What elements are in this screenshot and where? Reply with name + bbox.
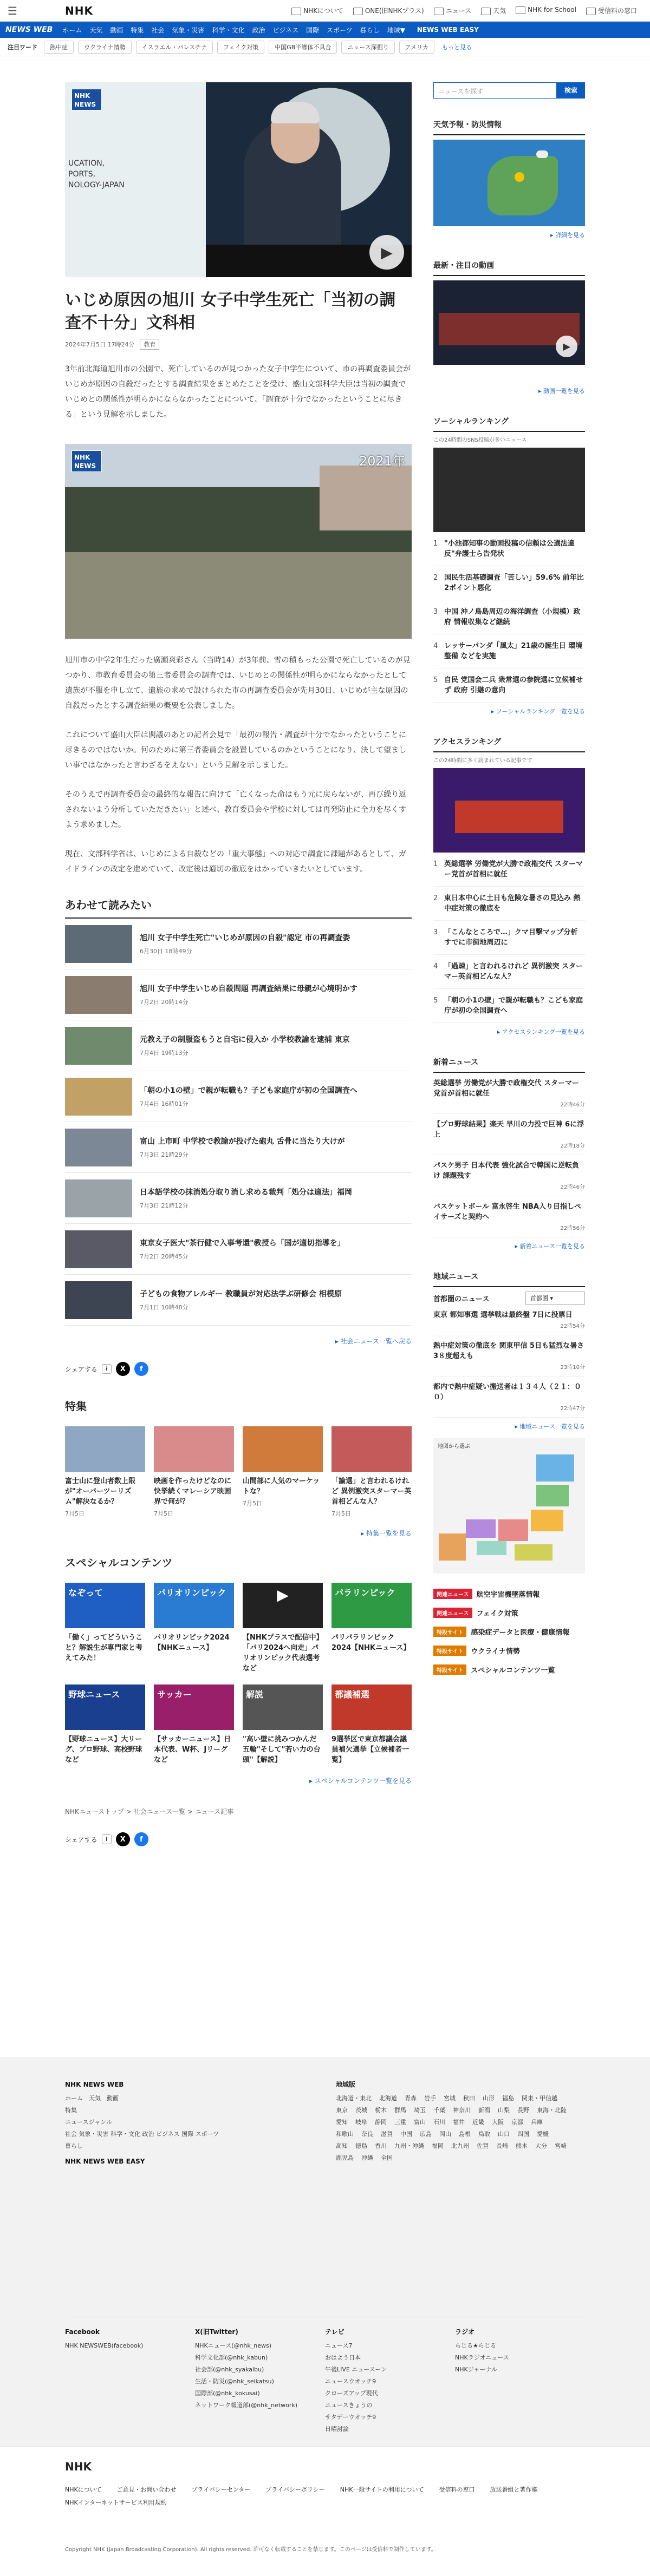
nav-science[interactable]: 科学・文化 bbox=[212, 26, 245, 34]
search-box bbox=[433, 82, 585, 99]
feature-thumb bbox=[65, 1426, 145, 1472]
hot-words-more[interactable]: もっと見る bbox=[442, 43, 472, 51]
latest-more-link[interactable]: ▸ 新着ニュース一覧を見る bbox=[515, 1243, 585, 1250]
photo-ground bbox=[65, 552, 412, 639]
related-thumb bbox=[65, 976, 132, 1014]
facebook-icon[interactable]: f bbox=[134, 1362, 148, 1376]
related-date: 7月1日 10時48分 bbox=[140, 1303, 188, 1311]
special-title: パリパラリンピック2024【NHKニュース】 bbox=[332, 1634, 411, 1652]
nhk-icon bbox=[291, 8, 301, 15]
article-tag[interactable]: 教育 bbox=[140, 339, 159, 350]
share-label: シェアする bbox=[65, 1365, 98, 1373]
local-area-select[interactable]: 首都圏 ▾ bbox=[525, 1292, 585, 1305]
related-thumb bbox=[65, 1078, 132, 1116]
footer-region-link[interactable]: 大阪 bbox=[492, 2119, 504, 2126]
special-thumb: パラリンピック bbox=[332, 1583, 412, 1628]
nav-easy[interactable]: NEWS WEB EASY bbox=[417, 26, 479, 34]
social-rank-item[interactable]: 1 "小池都知事の動画投稿の信頼は公選法違反"弁護士ら告発状 bbox=[433, 532, 585, 566]
breadcrumb-item[interactable]: 社会ニュース一覧 bbox=[133, 1808, 186, 1815]
footer-region-link[interactable]: 東京 bbox=[336, 2107, 348, 2114]
footer-region-link[interactable]: 北海道・東北 bbox=[336, 2095, 372, 2102]
footer-sns bbox=[65, 2317, 585, 2435]
related-title: 旭川 女子中学生いじめ自殺問題 再調査結果に母親が心境明かす bbox=[140, 984, 358, 993]
hot-word-pill[interactable]: 熱中症 bbox=[44, 41, 74, 54]
weather-sun-icon bbox=[515, 172, 524, 182]
share-bar bbox=[65, 1362, 412, 1376]
special-title: パリオリンピック2024【NHKニュース】 bbox=[154, 1634, 230, 1652]
x-icon[interactable]: X bbox=[116, 1832, 130, 1846]
special-title: "高い壁に挑みつかんだ五輪"そして"若い力の台頭"【解説】 bbox=[243, 1735, 321, 1764]
feature-date: 7月5日 bbox=[243, 1500, 262, 1507]
footer-region-link[interactable]: 岩手 bbox=[424, 2095, 436, 2102]
copyright: Copyright NHK (Japan Broadcasting Corporation). All rights reserved. 許可なく転載することを禁じます。このページは受信料で制作しています。 bbox=[65, 2547, 437, 2553]
footer-region-link[interactable]: 宮城 bbox=[444, 2095, 456, 2102]
feature-thumb bbox=[243, 1426, 323, 1472]
nhk-news-logo: NHK NEWS bbox=[72, 450, 102, 472]
footer-site-title[interactable]: NHK NEWS WEB bbox=[65, 2081, 124, 2088]
region-shikoku[interactable] bbox=[477, 1541, 506, 1555]
footer-region-link[interactable]: 京都 bbox=[511, 2119, 523, 2126]
photo-year: 2021年 bbox=[359, 454, 405, 469]
footer-sns-col: X(旧Twitter) NHKニュース(@nhk_news) 科学文化部(@nhk_kabun) 社会部(@nhk_syakaibu) 生活・防災(@nhk_seikatsu) 国際部(@nhk_kokusai) ネットワーク報道部(@nhk_network) bbox=[195, 2328, 298, 2409]
videos-heading: 最新・注目の動画 bbox=[433, 255, 585, 276]
breadcrumb: NHKニューストップ > 社会ニュース一覧 > ニュース記事 bbox=[65, 1808, 234, 1815]
weather-cloud-icon bbox=[536, 150, 548, 158]
related-thumb bbox=[65, 1179, 132, 1217]
feature-more-link[interactable]: ▸ 特集一覧を見る bbox=[361, 1530, 412, 1537]
header-links bbox=[291, 6, 637, 15]
footer-col-region bbox=[336, 2079, 574, 2164]
feature-card[interactable] bbox=[65, 1426, 145, 1518]
article-photo bbox=[65, 444, 412, 639]
special-cards-row1 bbox=[65, 1583, 412, 1674]
social-ranking-heading: ソーシャルランキング bbox=[433, 411, 585, 432]
social-rank-item[interactable]: 4 レッサーパンダ「風太」21歳の誕生日 環境整備 などを実施 bbox=[433, 634, 585, 668]
special-thumb: 都議補選 bbox=[332, 1684, 412, 1730]
article-title: いじめ原因の旭川 女子中学生死亡「当初の調査不十分」文科相 bbox=[65, 291, 396, 332]
search-input[interactable]: ニュースを探す bbox=[433, 82, 557, 99]
footer-region-link[interactable]: 和歌山 bbox=[336, 2131, 354, 2138]
local-item[interactable]: 都内で熱中症疑い搬送者は１３４人（２１：００） 22時47分 bbox=[433, 1377, 585, 1418]
footer-region-link[interactable]: 山梨 bbox=[498, 2107, 510, 2114]
feature-date: 7月5日 bbox=[65, 1510, 84, 1517]
latest-item[interactable]: パスケ男子 日本代表 強化試合で韓国に逆転負け 課題残す 22時46分 bbox=[433, 1155, 585, 1196]
feature-card[interactable] bbox=[243, 1426, 323, 1518]
related-thumb bbox=[65, 1230, 132, 1268]
main-nav bbox=[0, 22, 650, 38]
access-ranking-heading: アクセスランキング bbox=[433, 732, 585, 752]
school-icon bbox=[516, 6, 525, 14]
related-title: 元教え子の制服盗もうと自宅に侵入か 小学校教諭を逮捕 東京 bbox=[140, 1035, 350, 1044]
social-ranking-thumb[interactable] bbox=[433, 448, 585, 532]
weather-icon bbox=[481, 8, 491, 15]
article-body bbox=[65, 653, 412, 877]
nav-politics[interactable]: 政治 bbox=[252, 26, 265, 34]
related-item[interactable] bbox=[65, 969, 412, 1020]
footer-region-link[interactable]: 宮崎 bbox=[555, 2142, 567, 2149]
footer-region-link[interactable]: 北海道 bbox=[379, 2095, 397, 2102]
special-title: 「働く」ってどういうこと？解説生が専門家と考えてみた！ bbox=[65, 1634, 143, 1662]
footer-col-site: NHK NEWS WEB ホーム 天気 動画 特集 ニュースジャンル 社会 気象・災害 科学・文化 政治 ビジネス 国際 スポーツ 暮らし NHK NEWS WEB EASY bbox=[65, 2079, 227, 2169]
access-more-link[interactable]: ▸ アクセスランキング一覧を見る bbox=[497, 1028, 585, 1035]
related-title: 「朝の小1の壁」で親が転職も？子ども家庭庁が初の全国調査へ bbox=[140, 1086, 358, 1095]
special-thumb: パリオリンピック bbox=[154, 1583, 234, 1628]
region-map-label: 地図から選ぶ bbox=[438, 1444, 470, 1450]
footer-region-link[interactable]: 福岡 bbox=[432, 2142, 444, 2149]
special-card[interactable] bbox=[65, 1684, 145, 1765]
region-tohoku[interactable] bbox=[536, 1485, 569, 1506]
special-cards-row2 bbox=[65, 1684, 412, 1765]
header-link-news[interactable]: ニュース bbox=[434, 6, 471, 15]
hot-word-pill[interactable]: 中国GB半導体不具合 bbox=[269, 41, 337, 54]
feature-cards bbox=[65, 1426, 412, 1518]
japan-land bbox=[487, 156, 558, 215]
x-icon[interactable]: X bbox=[116, 1362, 130, 1376]
special-title: 【サッカーニュース】日本代表、W杯、Jリーグなど bbox=[154, 1735, 231, 1764]
local-more-link[interactable]: ▸ 地域ニュース一覧を見る bbox=[515, 1423, 585, 1430]
footer-region-link[interactable]: 東海・北陸 bbox=[537, 2107, 567, 2114]
region-map[interactable] bbox=[433, 1438, 585, 1574]
weather-heading: 天気予報・防災情報 bbox=[433, 115, 585, 135]
nav-video[interactable]: 動画 bbox=[110, 26, 123, 34]
footer-sns-col: ラジオ らじる★らじる NHKラジオニュース NHKジャーナル bbox=[455, 2328, 509, 2373]
feature-thumb bbox=[154, 1426, 234, 1472]
local-item[interactable]: 東京 都知事選 選挙戦は最終盤 7日に投票日 22時54分 bbox=[433, 1305, 585, 1335]
nav-business[interactable]: ビジネス bbox=[272, 26, 299, 34]
footer-region-link[interactable]: 近畿 bbox=[472, 2119, 484, 2126]
related-item[interactable] bbox=[65, 1122, 412, 1173]
top-header bbox=[0, 0, 650, 22]
footer-region-link[interactable]: 新潟 bbox=[478, 2107, 490, 2114]
related-item[interactable] bbox=[65, 1071, 412, 1122]
nav-international[interactable]: 国際 bbox=[306, 26, 320, 34]
footer-region-link[interactable]: 四国 bbox=[517, 2131, 529, 2138]
weather-map[interactable] bbox=[433, 140, 585, 226]
thumb-caption bbox=[455, 801, 563, 833]
sidebar bbox=[433, 82, 585, 1679]
related-title: 東京女子医大"茶行健で入事考還"教授ら「国が適切指導を」 bbox=[140, 1238, 345, 1248]
related-thumb bbox=[65, 925, 132, 963]
article-paragraph: 現在、文部科学省は、いじめによる自殺などの「重大事態」への対応で調査に課題があるとして、ガイドラインの改定を進めていて、改定後は適切の徹底をはかっていきたいとしています。 bbox=[65, 850, 406, 874]
footer-region-link[interactable]: 沖縄 bbox=[361, 2154, 373, 2161]
special-news-item[interactable]: 特設サイト ウクライナ情勢 bbox=[433, 1641, 585, 1660]
related-title: 富山 上市町 中学校で教諭が投げた砲丸 舌骨に当たり大けが bbox=[140, 1137, 345, 1146]
feature-card[interactable] bbox=[154, 1426, 234, 1518]
related-thumb bbox=[65, 1027, 132, 1065]
hot-word-pill[interactable]: アメリカ bbox=[399, 41, 434, 54]
latest-item[interactable]: 英総選挙 労働党が大勝で政権交代 スターマー党首が首相に就任 22時46分 bbox=[433, 1073, 585, 1114]
header-link-one[interactable]: ONE(旧NHKプラス) bbox=[353, 6, 424, 15]
breadcrumb-item: ニュース記事 bbox=[194, 1808, 234, 1815]
nav-weather[interactable]: 天気 bbox=[89, 26, 103, 34]
related-list bbox=[65, 919, 412, 1326]
feature-title: 富士山に登山者数上限が"オーバーツーリズム"解決なるか？ bbox=[65, 1477, 136, 1506]
footer-region-link[interactable]: 栃木 bbox=[375, 2107, 387, 2114]
special-news-item[interactable]: 特設サイト 感染症データと医療・健康情報 bbox=[433, 1622, 585, 1641]
footer-region-link[interactable]: 奈良 bbox=[361, 2131, 373, 2138]
access-rank-item[interactable]: 4 「過疎」と言われるけれど 異例激突 スターマー英首相どんな人？ bbox=[433, 955, 585, 989]
region-chugoku[interactable] bbox=[466, 1519, 496, 1538]
play-icon[interactable]: ▶ bbox=[369, 235, 404, 270]
footer-region-link[interactable]: 高知 bbox=[336, 2142, 348, 2149]
related-item[interactable] bbox=[65, 1224, 412, 1275]
region-kyushu[interactable] bbox=[439, 1533, 466, 1561]
footer-region-link[interactable]: 福井 bbox=[453, 2119, 465, 2126]
feature-title: 山間部に人気のマーケットな？ bbox=[243, 1477, 320, 1496]
access-ranking-thumb[interactable] bbox=[433, 768, 585, 853]
related-date: 7月2日 20時45分 bbox=[140, 1253, 188, 1260]
header-link-fee[interactable]: 受信料の窓口 bbox=[586, 6, 637, 15]
special-more-link[interactable]: ▸ スペシャルコンテンツ一覧を見る bbox=[309, 1777, 412, 1785]
footer-region-link[interactable]: 滋賀 bbox=[381, 2131, 393, 2138]
region-hokkaido[interactable] bbox=[536, 1454, 574, 1482]
info-icon[interactable]: i bbox=[102, 1834, 112, 1844]
special-thumb: 野球ニュース bbox=[65, 1684, 145, 1730]
latest-heading: 新着ニュース bbox=[433, 1052, 585, 1073]
related-title: 旭川 女子中学生死亡"いじめが原因の自殺"認定 市の再調査委 bbox=[140, 933, 350, 942]
region-tokai[interactable] bbox=[515, 1544, 552, 1561]
footer-region-link[interactable]: 青森 bbox=[405, 2095, 417, 2102]
search-button[interactable]: 検索 bbox=[557, 82, 585, 99]
hero-video[interactable] bbox=[65, 82, 412, 277]
footer-region-link[interactable]: 茨城 bbox=[355, 2107, 367, 2114]
article-paragraph: そのうえで再調査委員会の最終的な報告に向けて「亡くなった命はもう元に戻らないが、再び繰り返されないよう分析していただきたい」と述べ、教育委員会や学校に対しては再発防止に全力を尽くすよう求めました。 bbox=[65, 790, 406, 829]
local-item[interactable]: 熱中症対策の徹底を 関東甲信 5日も猛烈な暑さ 3８度超えも 23時10分 bbox=[433, 1335, 585, 1377]
related-thumb bbox=[65, 1281, 132, 1319]
nav-sports[interactable]: スポーツ bbox=[327, 26, 353, 34]
play-icon[interactable]: ▶ bbox=[556, 336, 577, 357]
local-area-label: 首都圏のニュース bbox=[433, 1295, 490, 1303]
special-title: 【野球ニュース】大リーグ、プロ野球、高校野球など bbox=[65, 1735, 142, 1764]
footer-bottom-links: NHKについて ご意見・お問い合わせ プライバシーセンター プライバシーポリシー NHK一般サイトの利用について 受信料の窓口 放送番組と著作権 NHKインターネットサービス利用規約 bbox=[65, 2486, 538, 2506]
footer-region-link[interactable]: 三重 bbox=[394, 2119, 406, 2126]
nhk-logo[interactable]: NHK bbox=[65, 4, 93, 17]
footer-region-link[interactable]: 全国 bbox=[381, 2154, 393, 2161]
local-heading: 地域ニュース bbox=[433, 1267, 585, 1287]
article-column bbox=[65, 82, 412, 1846]
related-title: 日本語学校の抹消処分取り消し求める裁判「処分は適法」福岡 bbox=[140, 1188, 352, 1197]
videos-more-link[interactable]: ▸ 動画一覧を見る bbox=[538, 388, 585, 395]
footer-region-link[interactable]: 関東・甲信越 bbox=[522, 2095, 557, 2102]
social-rank-item[interactable]: 3 中国 沖ノ鳥島周辺の海洋調査（小規模）政府 情報収集など継続 bbox=[433, 600, 585, 634]
related-date: 6月30日 18時49分 bbox=[140, 947, 192, 955]
footer-bottom bbox=[0, 2447, 650, 2576]
feature-heading: 特集 bbox=[65, 1400, 87, 1413]
region-kanto[interactable] bbox=[531, 1510, 563, 1531]
related-title: 子どもの食物アレルギー 教職員が対応法学ぶ研修会 相模原 bbox=[140, 1289, 342, 1299]
header-link-about[interactable]: NHKについて bbox=[291, 6, 343, 15]
special-card[interactable] bbox=[65, 1583, 145, 1674]
hot-word-pill[interactable]: フェイク対策 bbox=[217, 41, 264, 54]
footer-region-link[interactable]: 九州・沖縄 bbox=[394, 2142, 424, 2149]
article-date: 2024年7月5日 17時24分 bbox=[65, 341, 135, 348]
footer-region-link[interactable]: 北九州 bbox=[451, 2142, 469, 2149]
special-card[interactable] bbox=[332, 1684, 412, 1765]
special-news-item[interactable]: 関連ニュース フェイク対策 bbox=[433, 1603, 585, 1622]
special-news-item[interactable]: 特設サイト スペシャルコンテンツ一覧 bbox=[433, 1660, 585, 1679]
breadcrumb-item[interactable]: NHKニューストップ bbox=[65, 1808, 124, 1815]
related-item[interactable] bbox=[65, 1173, 412, 1224]
latest-item[interactable]: バスケットボール 富永啓生 NBA入り目指しペイサーズと契約へ 22時56分 bbox=[433, 1196, 585, 1237]
footer-region-title: 地域版 bbox=[336, 2081, 356, 2088]
footer-region-link[interactable]: 中国 bbox=[400, 2131, 412, 2138]
footer-region-link[interactable]: 鳥取 bbox=[478, 2131, 490, 2138]
article-meta bbox=[65, 339, 412, 350]
local-area-row bbox=[433, 1292, 585, 1305]
nav-life[interactable]: 暮らし bbox=[360, 26, 380, 34]
related-date: 7月4日 19時13分 bbox=[140, 1049, 188, 1057]
related-item[interactable] bbox=[65, 1275, 412, 1326]
nhk-news-logo: NHK NEWS bbox=[72, 89, 102, 110]
special-thumb bbox=[243, 1583, 323, 1628]
feature-title: 映画を作ったけどなのに 快挙続くマレーシア映画界で何が？ bbox=[154, 1477, 232, 1506]
footer-region-link[interactable]: 香川 bbox=[375, 2142, 387, 2149]
video-thumb[interactable] bbox=[433, 280, 585, 365]
footer-nhk-logo[interactable]: NHK bbox=[65, 2460, 92, 2473]
social-more-link[interactable]: ▸ ソーシャルランキング一覧を見る bbox=[491, 708, 585, 715]
related-more-link[interactable]: ▸ 社会ニュース一覧へ戻る bbox=[335, 1338, 412, 1345]
related-item[interactable] bbox=[65, 1020, 412, 1071]
special-card[interactable] bbox=[332, 1583, 412, 1674]
nav-society[interactable]: 社会 bbox=[151, 26, 165, 34]
footer-region-link[interactable]: 熊本 bbox=[516, 2142, 528, 2149]
hot-words-label: 注目ワード bbox=[8, 43, 37, 51]
footer-region-link[interactable]: 岐阜 bbox=[355, 2119, 367, 2126]
news-web-brand[interactable]: NEWS WEB bbox=[5, 25, 53, 34]
footer-region-link[interactable]: 長野 bbox=[517, 2107, 529, 2114]
footer-region-link[interactable]: 山形 bbox=[483, 2095, 495, 2102]
region-kinki[interactable] bbox=[498, 1519, 528, 1541]
special-heading: スペシャルコンテンツ bbox=[65, 1556, 173, 1569]
related-date: 7月2日 20時14分 bbox=[140, 998, 188, 1006]
footer-region-list bbox=[336, 2093, 574, 2164]
special-news-list bbox=[433, 1584, 585, 1679]
footer-region-link[interactable]: 秋田 bbox=[463, 2095, 475, 2102]
hero-hair bbox=[271, 102, 320, 123]
nav-home[interactable]: ホーム bbox=[62, 26, 82, 34]
related-date: 7月4日 16時01分 bbox=[140, 1100, 188, 1107]
footer-region-link[interactable]: 長崎 bbox=[496, 2142, 508, 2149]
menu-icon[interactable]: ☰ bbox=[8, 4, 17, 17]
hot-word-pill[interactable]: ニュース深掘り bbox=[341, 41, 394, 54]
special-thumb: サッカー bbox=[154, 1684, 234, 1730]
access-rank-item[interactable]: 1 英総選挙 労働党が大勝で政権交代 スターマー党首が首相に就任 bbox=[433, 853, 585, 887]
footer-region-link[interactable]: 山口 bbox=[498, 2131, 510, 2138]
footer-region-link[interactable]: 徳島 bbox=[355, 2142, 367, 2149]
footer-region-link[interactable]: 千葉 bbox=[433, 2107, 445, 2114]
footer-region-link[interactable]: 静岡 bbox=[375, 2119, 387, 2126]
tv-icon bbox=[353, 8, 363, 15]
special-title: 【NHKプラスで配信中】「パリ2024へ向走」パリオリンピック代表選考など bbox=[243, 1634, 320, 1673]
footer-region-link[interactable]: 石川 bbox=[433, 2119, 445, 2126]
footer bbox=[0, 2057, 650, 2576]
page-main bbox=[0, 56, 650, 2221]
footer-region-link[interactable]: 岡山 bbox=[439, 2131, 451, 2138]
news-icon bbox=[434, 8, 444, 15]
social-rank-item[interactable]: 5 自民 党国会二兵 衆常選の参院選に立候補せず 政府 引継の意向 bbox=[433, 668, 585, 703]
article-paragraph: これについて盛山大臣は閣議のあとの記者会見で「最初の報告・調査が十分でなかったということに尽きるのではないか。何のために第三者委員会を設置しているのかということになり、決して望ましい事ではなかったと言わざるをえない」という見解を示しました。 bbox=[65, 731, 406, 770]
article-lead: 3年前北海道旭川市の公園で、死亡しているのが見つかった女子中学生について、市の再調査委員会がいじめが原因の自殺だったとする調査結果をまとめたことを受け、盛山文部科学大臣は当初の調査でいじめとの関係性が明らかにならなかったことについて、「調査が十分でなかったということに尽きる」という見解を示しました。 bbox=[65, 365, 411, 419]
footer-region-link[interactable]: 島根 bbox=[459, 2131, 471, 2138]
footer-region-link[interactable]: 愛媛 bbox=[537, 2131, 549, 2138]
footer-region-link[interactable]: 神奈川 bbox=[453, 2107, 471, 2114]
nav-feature[interactable]: 特集 bbox=[131, 26, 144, 34]
special-card[interactable] bbox=[154, 1684, 234, 1765]
hot-word-pill[interactable]: ウクライナ情勢 bbox=[78, 41, 132, 54]
article-paragraph: 旭川市の中学2年生だった廣瀬爽彩さん（当時14）が3年前、雪の積もった公園で死亡しているのが見つかり、市教育委員会の第三者委員会の調査では、いじめとの関係性が明らかにならなかったとして遺族が不服を申し立て、遺族の求めで設けられた市の再調査委員会が先月30日、いじめが主な原因の自殺だったとする調査結果の概要を公表しました。 bbox=[65, 656, 411, 710]
related-date: 7月3日 21時29分 bbox=[140, 1151, 188, 1158]
feature-card[interactable] bbox=[332, 1426, 412, 1518]
special-card[interactable] bbox=[243, 1684, 323, 1765]
footer-region-link[interactable]: 福島 bbox=[502, 2095, 514, 2102]
special-thumb: なぞって bbox=[65, 1583, 145, 1628]
social-rank-item[interactable]: 2 国民生活基礎調査「苦しい」59.6% 前年比2ポイント悪化 bbox=[433, 566, 585, 600]
footer-sns-col: テレビ ニュース7 おはよう日本 午後LIVE ニュースーン ニュースウオッチ9 クローズアップ現代 ニュースきょうの サタデーウオッチ9 日曜討論 bbox=[325, 2328, 387, 2433]
special-thumb: 解説 bbox=[243, 1684, 323, 1730]
related-heading: あわせて読みたい bbox=[65, 896, 412, 919]
related-date: 7月3日 21時12分 bbox=[140, 1202, 188, 1209]
footer-region-link[interactable]: 大分 bbox=[535, 2142, 547, 2149]
special-news-item[interactable]: 関連ニュース 航空宇宙機墜落情報 bbox=[433, 1584, 585, 1603]
footer-region-link[interactable]: 群馬 bbox=[394, 2107, 406, 2114]
access-rank-item[interactable]: 2 東日本中心に土日も危険な暑さの見込み 熱中症対策の徹底を bbox=[433, 887, 585, 921]
access-rank-item[interactable]: 5 「朝の小1の壁」で親が転職も？こども家庭庁が初の全国調査へ bbox=[433, 989, 585, 1023]
share-label: シェアする bbox=[65, 1836, 98, 1844]
weather-more-link[interactable]: ▸ 詳細を見る bbox=[550, 232, 585, 239]
footer-sns-col: Facebook NHK NEWSWEB(facebook) bbox=[65, 2328, 144, 2349]
footer-region-link[interactable]: 佐賀 bbox=[477, 2142, 489, 2149]
latest-item[interactable]: 【プロ野球結果】楽天 早川の力投で巨神 6に浮上 22時18分 bbox=[433, 1114, 585, 1155]
fee-icon bbox=[586, 8, 596, 15]
header-link-school[interactable]: NHK for School bbox=[516, 6, 576, 15]
access-rank-item[interactable]: 3 「こんなところで…」クマ目撃マップ分析 すでに市街地周辺に bbox=[433, 921, 585, 955]
special-card[interactable] bbox=[154, 1583, 234, 1674]
social-ranking-sub: この24時間のSNS投稿が多いニュース bbox=[433, 437, 527, 443]
special-card[interactable] bbox=[243, 1583, 323, 1674]
feature-date: 7月5日 bbox=[154, 1510, 173, 1517]
share-bar-bottom bbox=[65, 1832, 412, 1846]
hero-wall-text: UCATION, PORTS, NOLOGY-JAPAN bbox=[68, 159, 125, 189]
feature-date: 7月5日 bbox=[332, 1510, 351, 1517]
nav-region[interactable]: 地域▼ bbox=[387, 26, 405, 34]
photo-building bbox=[320, 466, 412, 530]
footer-region-link[interactable]: 埼玉 bbox=[414, 2107, 426, 2114]
info-icon[interactable]: i bbox=[102, 1364, 112, 1374]
access-ranking-sub: この24時間に多く読まれている記事です bbox=[433, 758, 532, 764]
footer-region-link[interactable]: 鹿児島 bbox=[336, 2154, 354, 2161]
footer-region-link[interactable]: 富山 bbox=[414, 2119, 426, 2126]
footer-region-link[interactable]: 兵庫 bbox=[531, 2119, 543, 2126]
related-item[interactable] bbox=[65, 919, 412, 969]
header-link-weather[interactable]: 天気 bbox=[481, 6, 506, 15]
footer-region-link[interactable]: 愛知 bbox=[336, 2119, 348, 2126]
play-icon: ▶ bbox=[277, 1586, 289, 1604]
special-title: 9選挙区で東京都議会議員補欠選挙【立候補者一覧】 bbox=[332, 1735, 410, 1764]
feature-thumb bbox=[332, 1426, 412, 1472]
hot-words-bar bbox=[0, 38, 650, 56]
nav-disaster[interactable]: 気象・災害 bbox=[172, 26, 205, 34]
facebook-icon[interactable]: f bbox=[134, 1832, 148, 1846]
related-thumb bbox=[65, 1129, 132, 1166]
footer-region-link[interactable]: 広島 bbox=[420, 2131, 432, 2138]
feature-title: 「論選」と言われるけれど 異例激突スターマー英首相どんな人？ bbox=[332, 1477, 412, 1506]
hot-word-pill[interactable]: イスラエル・パレスチナ bbox=[136, 41, 213, 54]
